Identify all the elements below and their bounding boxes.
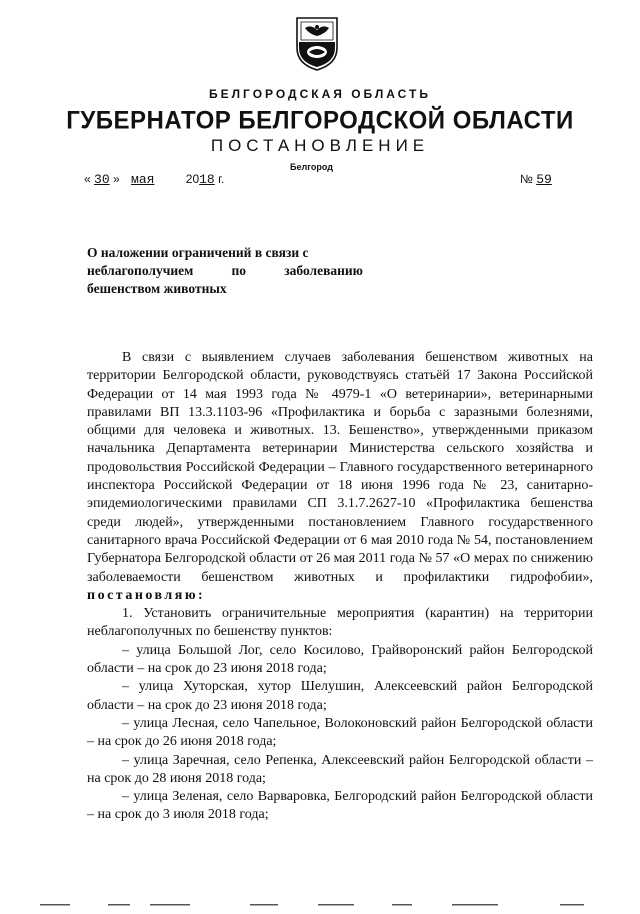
document-number: [520, 172, 562, 187]
subject-line-1: О наложении ограничений в связи с: [87, 245, 309, 260]
number-value: 59: [536, 172, 552, 187]
date-day: 30: [94, 172, 110, 187]
locality-item: – улица Зеленая, село Варваровка, Белгородский район Белгородской области – на срок до 3 июля 2018 года;: [87, 789, 593, 823]
date-year-suffix: 18: [199, 172, 215, 187]
date-close-quote: »: [112, 172, 120, 186]
preamble-text: В связи с выявлением случаев заболевания бешенством животных на территории Белгородской области, руководствуясь статьёй 17 Закона Российской Федерации от 14 мая 1993 года № 4979-1 «О ветеринарии», ветеринарными правилами ВП 13.3.1103-96 «Профилактика и борьба с заразными болезнями, общими для человека и животных. 13. Бешенство», утвержденными приказом начальника Департамента ветеринарии Министерства сельского хозяйства и продовольствия Российской Федерации – Главного государственного ветеринарного инспектора Российской Федерации от 18 июня 1996 года № 23, санитарно-эпидемиологическими правилами СП 3.1.7.2627-10 «Профилактика бешенства среди людей», утвержденными постановлением Главного государственного санитарного врача Российской Федерации от 6 мая 2010 года № 54, постановлением Губернатора Белгородской области от 26 мая 2011 года № 57 «О мерах по снижению заболеваемости бешенством животных и профилактики гидрофобии»,: [87, 350, 593, 585]
locality-item: – улица Хуторская, хутор Шелушин, Алексеевский район Белгородской области – на срок до 23 июня 2018 года;: [87, 679, 593, 713]
date-year-mark: г.: [218, 172, 225, 186]
resolve-word: постановляю:: [87, 587, 206, 603]
coat-of-arms-icon: [293, 14, 341, 72]
number-label: №: [520, 172, 533, 186]
document-body: [87, 349, 593, 825]
document-date: [84, 172, 224, 187]
subject-line-2: неблагополучием по заболеванию: [87, 263, 363, 278]
locality-item: – улица Лесная, село Чапельное, Волоконовский район Белгородской области – на срок до 26 июня 2018 года;: [87, 715, 593, 750]
locality-item: – улица Заречная, село Репенка, Алексеевский район Белгородской области – на срок до 28 июня 2018 года;: [87, 752, 593, 786]
date-open-quote: «: [84, 172, 91, 186]
city-name: Белгород: [290, 162, 333, 172]
date-month: мая: [131, 172, 155, 187]
scan-edge-artifact: [0, 896, 640, 905]
date-year-prefix: 20: [185, 172, 200, 186]
preamble-paragraph: [87, 349, 593, 605]
document-subject: [87, 244, 363, 298]
document-type: ПОСТАНОВЛЕНИЕ: [210, 136, 430, 155]
subject-line-3: бешенством животных: [87, 281, 227, 296]
locality-item: – улица Большой Лог, село Косилово, Грайворонский район Белгородской области – на срок до 23 июня 2018 года;: [87, 642, 593, 677]
region-name: БЕЛГОРОДСКАЯ ОБЛАСТЬ: [209, 87, 431, 101]
authority-title: ГУБЕРНАТОР БЕЛГОРОДСКОЙ ОБЛАСТИ: [66, 106, 574, 135]
item-1-paragraph: 1. Установить ограничительные мероприятия (карантин) на территории неблагополучных по бешенству пунктов:: [87, 606, 593, 640]
